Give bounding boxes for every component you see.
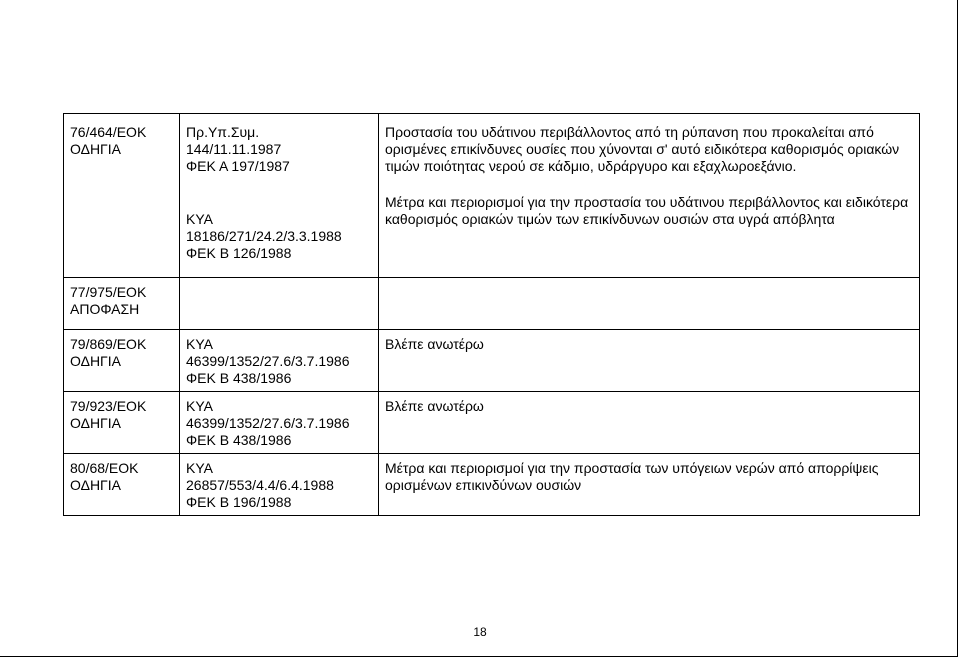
- act-number: 18186/271/24.2/3.3.1988: [186, 228, 342, 244]
- description-text: Μέτρα και περιορισμοί για την προστασία του υδάτινου περιβάλλοντος και ειδικότερα καθορισμός οριακών τιμών των επικίνδυνων ουσιών στα υγρά απόβλητα: [385, 194, 909, 227]
- act-cell: [180, 454, 379, 516]
- act-cell: [180, 392, 379, 454]
- description-text: Προστασία του υδάτινου περιβάλλοντος από τη ρύπανση που προκαλείται από ορισμένες επικίνδυνες ουσίες που χύνονται σ' αυτό ειδικότερα καθορισμός οριακών τιμών ποιότητας νερού σε κάδμιο, υδράργυρο και εξαχλωροεξάνιο.: [385, 124, 900, 174]
- description-text: Βλέπε ανωτέρω: [385, 398, 484, 414]
- description-text: Βλέπε ανωτέρω: [385, 336, 484, 352]
- directive-type: ΑΠΟΦΑΣΗ: [70, 301, 140, 317]
- act-number: 26857/553/4.4/6.4.1988: [186, 477, 334, 493]
- directive-code: 79/869/ΕΟΚ: [70, 336, 147, 352]
- description-cell: [379, 278, 920, 330]
- act-cell: [180, 330, 379, 392]
- table-row: [64, 330, 920, 392]
- page-number: 18: [473, 625, 487, 639]
- act-type: ΚΥΑ: [186, 336, 213, 352]
- act-gazette: ΦΕΚ Β 438/1986: [186, 370, 292, 386]
- description-cell: [379, 114, 920, 278]
- act-number: 46399/1352/27.6/3.7.1986: [186, 415, 350, 431]
- table-row: [64, 392, 920, 454]
- act-type: ΚΥΑ: [186, 211, 213, 227]
- act-number: 46399/1352/27.6/3.7.1986: [186, 353, 350, 369]
- act-cell: [180, 278, 379, 330]
- table-row: [64, 278, 920, 330]
- description-text: Μέτρα και περιορισμοί για την προστασία των υπόγειων νερών από απορρίψεις ορισμένων επικινδύνων ουσιών: [385, 460, 879, 493]
- directive-cell: [64, 330, 180, 392]
- directive-code: 80/68/ΕΟΚ: [70, 460, 139, 476]
- directive-type: ΟΔΗΓΙΑ: [70, 141, 121, 157]
- directive-cell: [64, 392, 180, 454]
- act-gazette: ΦΕΚ Α 197/1987: [186, 158, 290, 174]
- directive-cell: [64, 454, 180, 516]
- description-cell: [379, 454, 920, 516]
- directive-type: ΟΔΗΓΙΑ: [70, 415, 121, 431]
- directive-type: ΟΔΗΓΙΑ: [70, 353, 121, 369]
- directive-code: 76/464/ΕΟΚ: [70, 124, 147, 140]
- directive-cell: [64, 114, 180, 278]
- act-cell: [180, 114, 379, 278]
- description-cell: [379, 392, 920, 454]
- table-row: [64, 114, 920, 278]
- description-cell: [379, 330, 920, 392]
- directive-code: 77/975/ΕΟΚ: [70, 284, 147, 300]
- act-gazette: ΦΕΚ Β 196/1988: [186, 494, 292, 510]
- act-gazette: ΦΕΚ Β 438/1986: [186, 432, 292, 448]
- table-row: [64, 454, 920, 516]
- act-type: ΚΥΑ: [186, 398, 213, 414]
- act-gazette: ΦΕΚ Β 126/1988: [186, 245, 292, 261]
- act-number: 144/11.11.1987: [186, 141, 282, 157]
- directive-code: 79/923/ΕΟΚ: [70, 398, 147, 414]
- directive-cell: [64, 278, 180, 330]
- act-type: Πρ.Υπ.Συμ.: [186, 124, 260, 140]
- directive-type: ΟΔΗΓΙΑ: [70, 477, 121, 493]
- act-type: ΚΥΑ: [186, 460, 213, 476]
- legislation-table: [63, 113, 920, 516]
